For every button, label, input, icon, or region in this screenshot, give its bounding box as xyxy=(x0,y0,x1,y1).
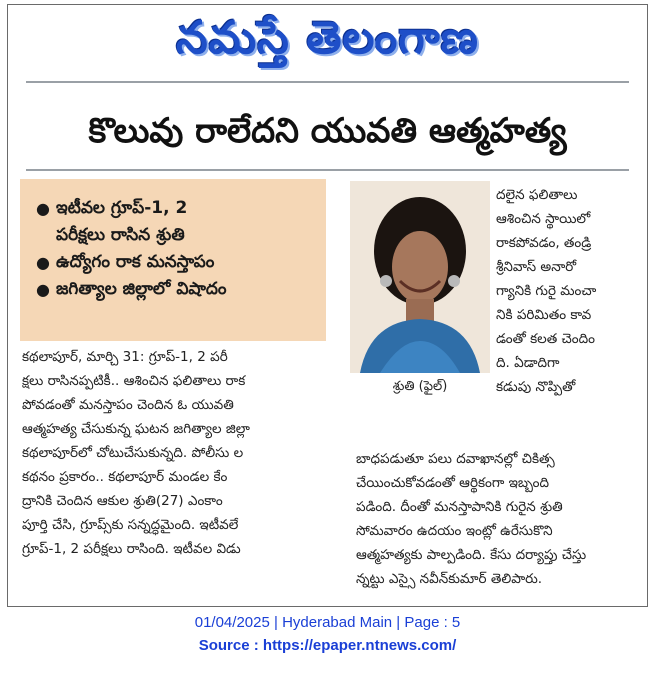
summary-box xyxy=(20,179,326,341)
text-line: గ్రూప్‌-1, 2 పరీక్షలు రాసింది. ఇటీవల విడు xyxy=(22,541,241,557)
footer-edition-info xyxy=(0,614,655,631)
footer-page: Page : 5 xyxy=(404,614,461,631)
text-line: న్నట్టు ఎస్సై నవీన్‌కుమార్‌ తెలిపారు. xyxy=(356,571,543,587)
text-line: పూర్తి చేసి, గ్రూప్స్‌కు సన్నద్ధమైంది. ఇటీవలే xyxy=(22,517,239,533)
text-line: నికి పరిమితం కావ xyxy=(496,307,592,323)
text-line: బాధపడుతూ పలు దవాఖానల్లో చికిత్స xyxy=(356,451,555,467)
text-line: కథనం ప్రకారం.. కథలాపూర్‌ మండల కేం xyxy=(22,469,228,485)
text-line: రాకపోవడం, తండ్రి xyxy=(496,235,592,251)
article-column-right-wide xyxy=(356,447,648,591)
summary-bullet: ● ఉద్యోగం రాక మనస్తాపం xyxy=(36,249,316,276)
footer-edition: Hyderabad Main xyxy=(282,614,393,631)
text-line: దలైన ఫలితాలు xyxy=(496,187,578,203)
article-column-right xyxy=(496,183,646,399)
text-line: కడుపు నొప్పితో xyxy=(496,379,576,395)
bullet-icon: ● xyxy=(36,253,50,272)
article-headline: కొలువు రాలేదని యువతి ఆత్మహత్య xyxy=(88,111,567,151)
text-line: డంతో కలత చెందిం xyxy=(496,331,595,347)
text-line: ఆత్మహత్యకు పాల్పడింది. కేసు దర్యాప్తు చేస్తు xyxy=(356,547,587,563)
text-line: కథలాపూర్‌, మార్చి 31: గ్రూప్‌-1, 2 పరీ xyxy=(22,349,228,365)
bullet-icon: ● xyxy=(36,199,50,218)
footer-separator: | xyxy=(396,614,405,631)
footer-source: Source : https://epaper.ntnews.com/ xyxy=(198,637,457,654)
text-line: పోవడంతో మనస్తాపం చెందిన ఓ యువతి xyxy=(22,397,234,413)
text-line: ఆత్మహత్య చేసుకున్న ఘటన జగిత్యాల జిల్లా xyxy=(22,421,250,437)
portrait-illustration xyxy=(350,181,490,373)
masthead-logo: నమస్తే తెలంగాణ xyxy=(176,11,479,64)
text-line: సోమవారం ఉదయం ఇంట్లో ఉరేసుకొని xyxy=(356,523,553,539)
portrait-photo xyxy=(350,181,490,373)
text-line: గ్యానికి గురై మంచా xyxy=(496,283,597,299)
divider xyxy=(26,169,629,171)
text-line: క్షలు రాసినప్పటికీ.. ఆశించిన ఫలితాలు రాక xyxy=(22,373,246,389)
text-line: చేయించుకోవడంతో ఆర్థికంగా ఇబ్బంది xyxy=(356,475,549,491)
text-line: ది. ఏడాదిగా xyxy=(496,355,560,371)
photo-caption: శ్రుతి (ఫైల్) xyxy=(392,379,448,394)
summary-bullet: ● జగిత్యాల జిల్లాలో విషాదం xyxy=(36,276,316,303)
summary-bullet: ● ఇటీవల గ్రూప్-1, 2 పరీక్షలు రాసిన శ్రుతి xyxy=(36,195,316,249)
divider xyxy=(26,81,629,83)
text-line: కథలాపూర్‌లో చోటుచేసుకున్నది. పోలీసు ల xyxy=(22,445,244,461)
text-line: ద్రానికి చెందిన ఆకుల శ్రుతి(27) ఎంకాం xyxy=(22,493,223,509)
text-line: శ్రీనివాస్‌ అనారో xyxy=(496,259,577,275)
newspaper-clipping xyxy=(7,4,648,607)
bullet-icon: ● xyxy=(36,280,50,299)
text-line: ఆశించిన స్థాయిలో xyxy=(496,211,591,227)
text-line: పడింది. దీంతో మనస్తాపానికి గురైన శ్రుతి xyxy=(356,499,563,515)
footer-separator: | xyxy=(273,614,283,631)
article-column-left xyxy=(22,345,342,561)
footer-date: 01/04/2025 xyxy=(194,614,270,631)
